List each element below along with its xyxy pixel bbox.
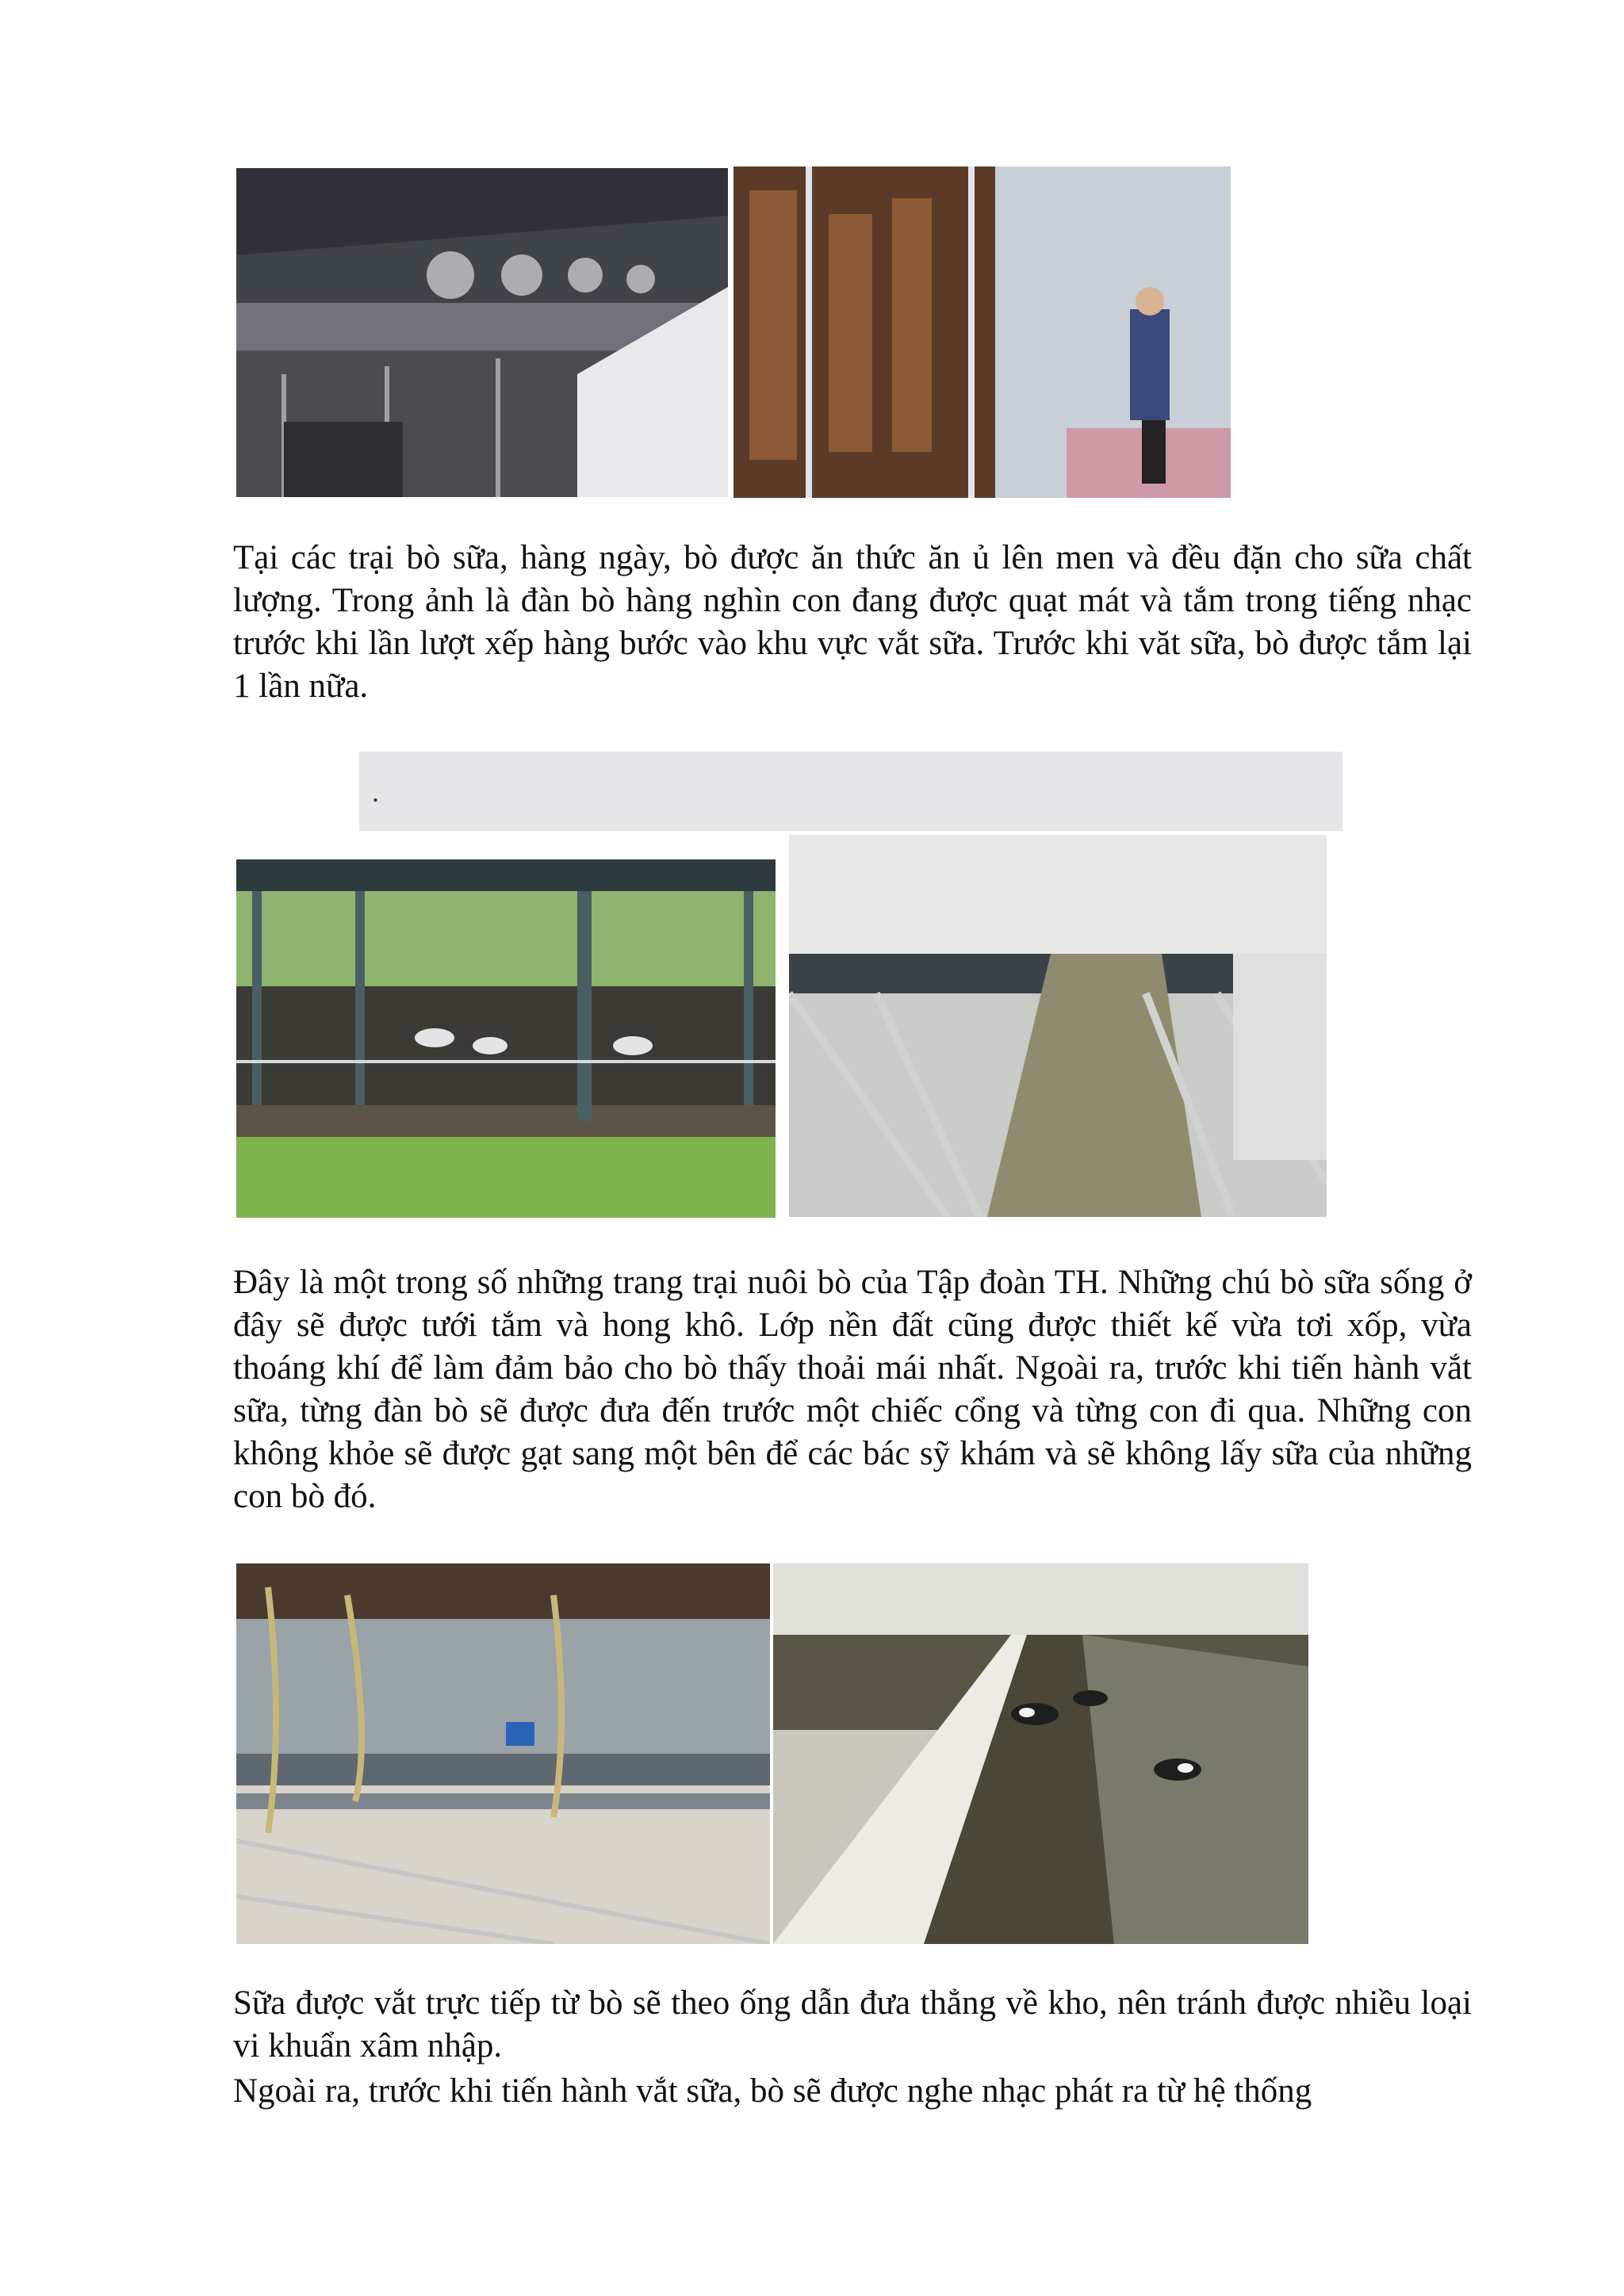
photo-milking-pipes bbox=[236, 1563, 770, 1944]
photo-cow-alley bbox=[773, 1563, 1308, 1944]
caption-band-text: . bbox=[372, 776, 379, 808]
paragraph-2: Đây là một trong số những trang trại nuôi bò của Tập đoàn TH. Những chú bò sữa sống ở đây sẽ được tưới tắm và hong khô. Lớp nền đất cũng được thiết kế vừa tơi xốp, vừa thoáng khí để làm đảm bảo cho bò thấy thoải mái nhất. Ngoài ra, trước khi tiến hành vắt sữa, từng đàn bò sẽ được đưa đến trước một chiếc cổng và từng con đi qua. Những con không khỏe sẽ được gạt sang một bên để các bác sỹ khám và sẽ không lấy sữa của những con bò đó. bbox=[233, 1264, 1472, 1515]
paragraph-4: Ngoài ra, trước khi tiến hành vắt sữa, bò sẽ được nghe nhạc phát ra từ hệ thống bbox=[233, 2072, 1312, 2110]
caption-band bbox=[359, 752, 1342, 831]
photo-milking-lanes bbox=[789, 835, 1327, 1217]
paragraph-3: Sữa được vắt trực tiếp từ bò sẽ theo ống dẫn đưa thẳng về kho, nên tránh được nhiều loại vi khuẩn xâm nhập. bbox=[233, 1984, 1472, 2064]
photo-milking-parlor-worker bbox=[733, 166, 1231, 498]
photo-barn-fans bbox=[236, 168, 728, 497]
paragraph-1: Tại các trại bò sữa, hàng ngày, bò được ăn thức ăn ủ lên men và đều đặn cho sữa chất lượng. Trong ảnh là đàn bò hàng nghìn con đang được quạt mát và tắm trong tiếng nhạc trước khi lần lượt xếp hàng bước vào khu vực vắt sữa. Trước khi văt sữa, bò được tắm lại 1 lần nữa. bbox=[233, 539, 1472, 705]
photo-open-barn-field bbox=[236, 859, 776, 1218]
